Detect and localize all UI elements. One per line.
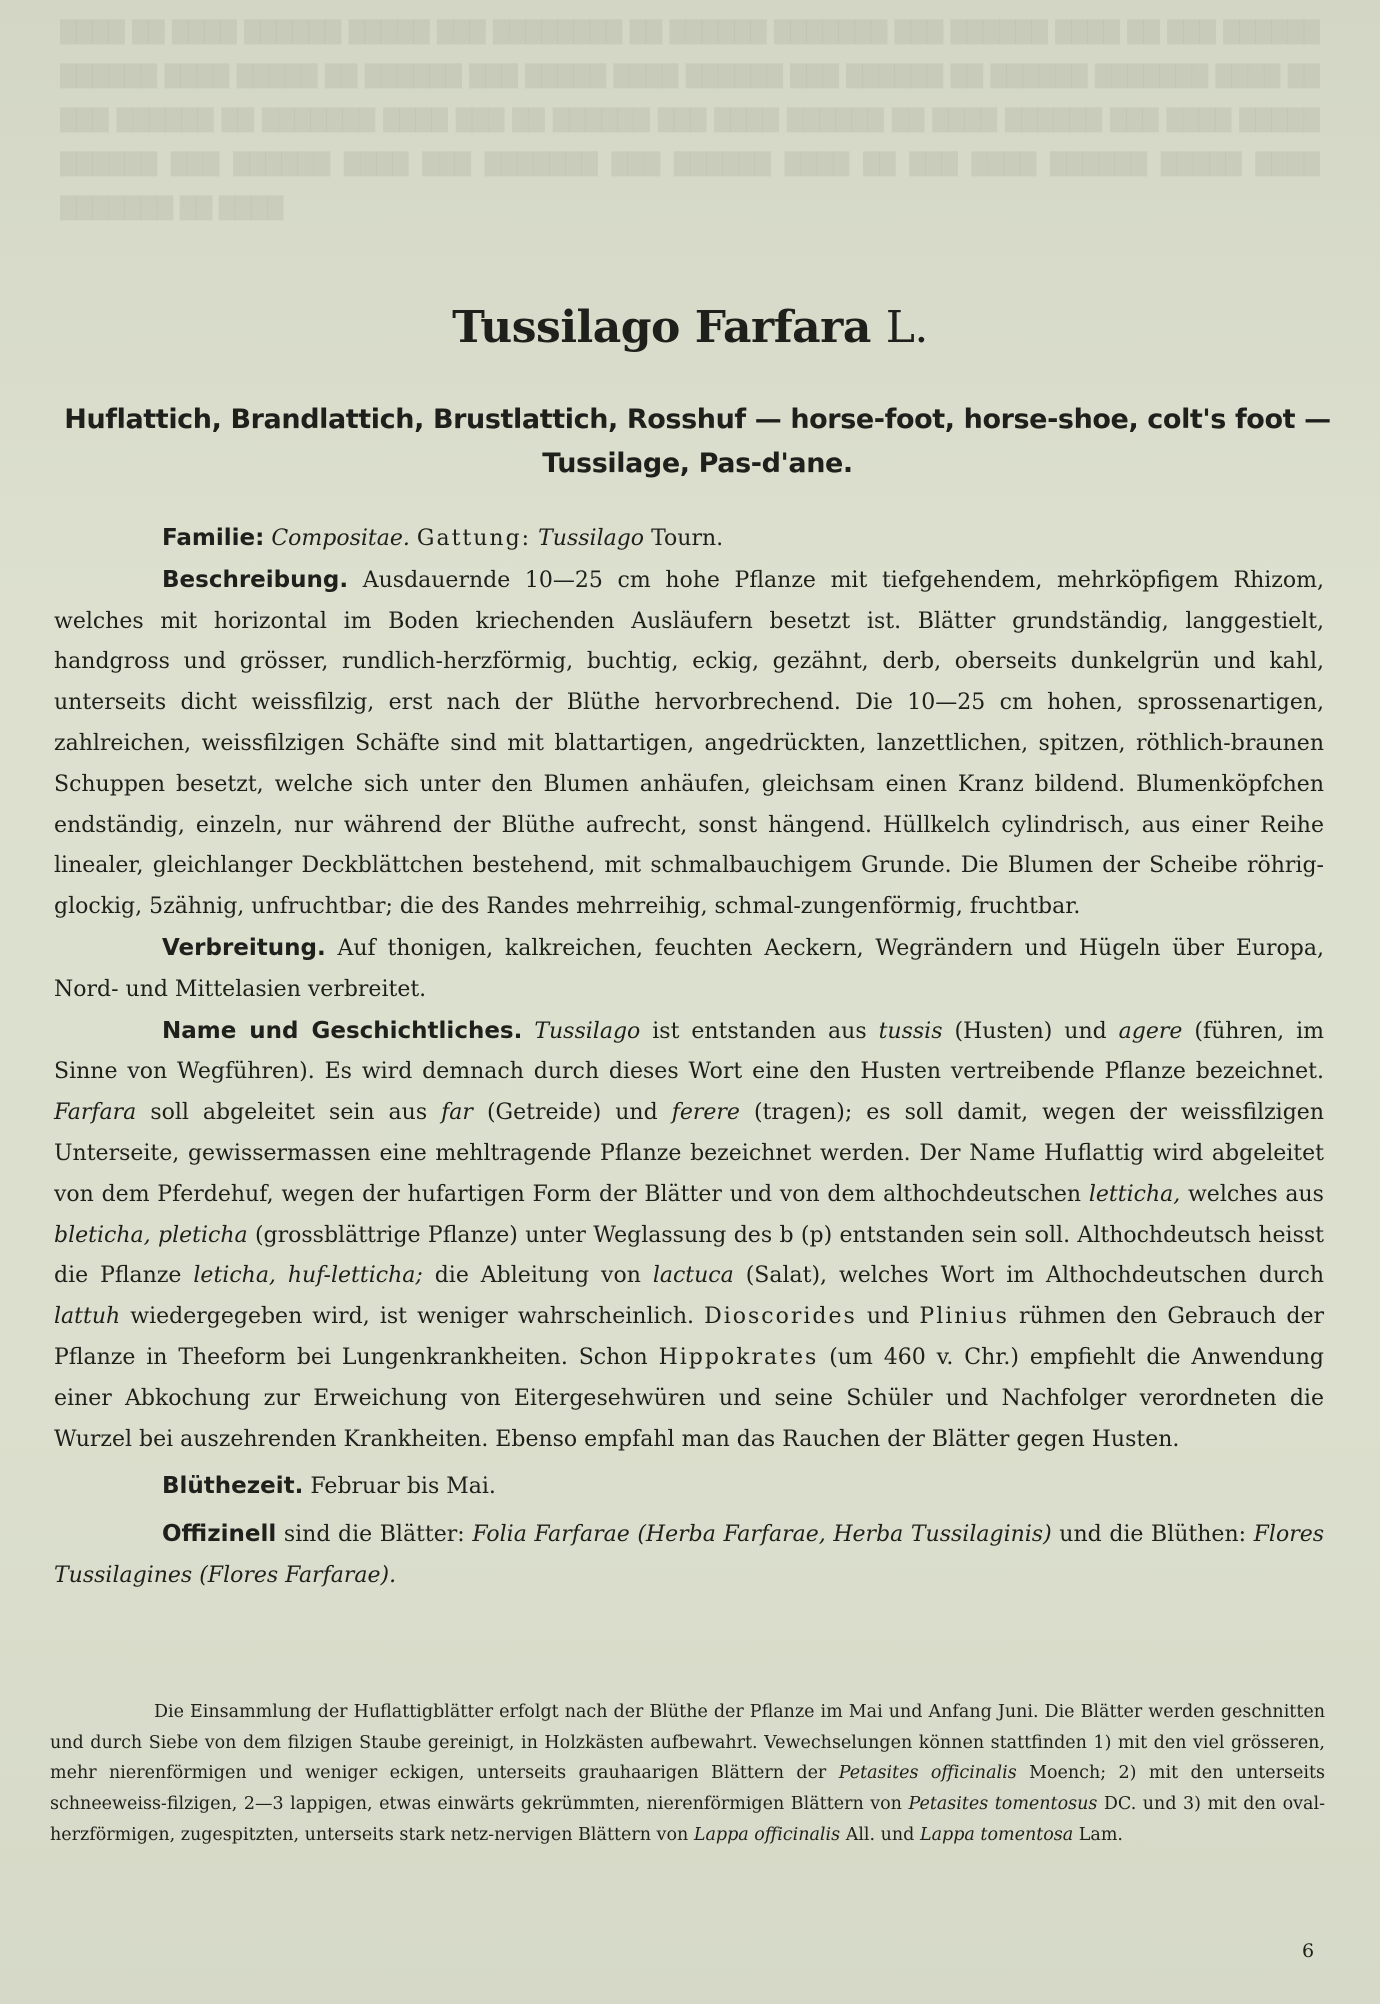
- note-text-3: DC. und 3) mit den oval-herzförmigen, zugespitzten, unterseits stark netz-nervigen Blättern von: [50, 1794, 1325, 1845]
- note-text-4: All. und: [845, 1824, 915, 1845]
- name-text-4: soll abgeleitet sein aus: [150, 1100, 428, 1126]
- note-text-1: Die Einsammlung der Huflattigblätter erfolgt nach der Blüthe der Pflanze im Mai und Anfang Juni. Die Blätter werden geschnitten und durch Siebe von dem filzigen Staube gereinigt, in Holzkästen aufbewahrt. Vewechselungen können stattfinden 1) mit den viel grösseren, mehr nierenförmigen und weniger eckigen, unterseits grauhaarigen Blättern der: [50, 1702, 1325, 1784]
- title-author: L.: [885, 302, 928, 353]
- name-text-10: (Salat), welches Wort im Althochdeutschen durch: [745, 1263, 1324, 1289]
- gattung-label: Gattung:: [416, 526, 532, 551]
- common-names: [55, 398, 1340, 486]
- term-flores-tussilagines: Flores Tussilagines: [54, 1522, 1325, 1588]
- bluethezeit-heading: Blüthezeit.: [162, 1473, 304, 1500]
- bleed-through-texture: ████ ██ ████ ██████ █████ ███ ████████ ██ ██████ ███████ ███ ██████ ████ ██ ███ ██████ ██████ ████ █████ ██ ██████ ███ █████ ████ ██████ ███ ██████ ██ ██████ ███████ ████ ██ ███ ██████ ██ ███████ ████ ███ ██ ██████ ███ ████ ██████ ██ ████ ██████ ███ ████ █████ ██████ ███ ██████ ████ ███ ███████ ███ ██████ ████ ██ ███ ████ ██████ █████ ████ ███████ ██ ████: [60, 20, 1320, 220]
- term-tussis: tussis: [878, 1018, 943, 1044]
- name-text-12: und: [866, 1304, 910, 1330]
- beschreibung-text: Ausdauernde 10—25 cm hohe Pflanze mit tiefgehendem, mehrköpfigem Rhizom, welches mit horizontal im Boden kriechenden Ausläufern besetzt ist. Blätter grundständig, langgestielt, handgross und grösser, rundlich-herzförmig, buchtig, eckig, gezähnt, derb, oberseits dunkelgrün und kahl, unterseits dicht weissfilzig, erst nach der Blüthe hervorbrechend. Die 10—25 cm hohen, sprossenartigen, zahlreichen, weissfilzigen Schäfte sind mit blattartigen, angedrückten, lanzettlichen, spitzen, röthlich-braunen Schuppen besetzt, welche sich unter den Blumen anhäufen, gleichsam einen Kranz bildend. Blumenköpfchen endständig, einzeln, nur während der Blüthe aufrecht, sonst hängend. Hüllkelch cylindrisch, aus einer Reihe linealer, gleichlanger Deckblättchen bestehend, mit schmalbauchigem Grunde. Die Blumen der Scheibe röhrig-glockig, 5zähnig, unfruchtbar; die des Randes mehrreihig, schmal-zungenförmig, fruchtbar.: [54, 567, 1324, 920]
- name-text-5: (Getreide) und: [486, 1100, 658, 1126]
- term-lappa-officinalis: Lappa officinalis: [693, 1824, 841, 1845]
- offizinell-paragraph: [54, 1514, 1324, 1597]
- title-main: Tussilago Farfara: [452, 302, 871, 353]
- verbreitung-text: Auf thonigen, kalkreichen, feuchten Aeckern, Wegrändern und Hügeln über Europa, Nord- und Mittelasien verbreitet.: [54, 935, 1324, 1002]
- term-flores-farfarae: (Flores Farfarae).: [199, 1562, 397, 1588]
- person-plinius: Plinius: [919, 1304, 1009, 1330]
- name-text-14: (um 460 v. Chr.) empfiehlt die Anwendung einer Abkochung zur Erweichung von Eitergesehwüren und seine Schüler und Nachfolger verordneten die Wurzel bei auszehrenden Krankheiten. Ebenso empfahl man das Rauchen der Blätter gegen Husten.: [54, 1344, 1324, 1452]
- fine-print-note: [50, 1697, 1325, 1851]
- term-bleticha: bleticha,: [54, 1222, 151, 1248]
- bluethezeit-text: Februar bis Mai.: [310, 1474, 496, 1500]
- common-names-line-2: Tussilage, Pas-d'ane.: [542, 448, 853, 479]
- offizinell-heading: Offizinell: [162, 1521, 277, 1548]
- main-text: [54, 518, 1324, 1597]
- name-paragraph: [54, 1011, 1324, 1461]
- name-text-9: die Ableitung von: [434, 1263, 641, 1289]
- term-lactuca: lactuca: [652, 1263, 734, 1289]
- offizinell-text-1: sind die Blätter:: [283, 1522, 465, 1548]
- term-far: far: [441, 1100, 473, 1126]
- person-dioscorides: Dioscorides: [704, 1304, 857, 1330]
- term-herba: (Herba Farfarae, Herba Tussilaginis): [637, 1522, 1052, 1548]
- term-farfara: Farfara: [54, 1100, 137, 1126]
- name-text-6: (tragen); es soll damit, wegen der weissfilzigen Unterseite, gewissermassen eine mehltragende Pflanze bezeichnet werden. Der Name Huflattig wird abgeleitet von dem Pferdehuf, wegen der hufartigen Form der Blätter und von dem althochdeutschen: [54, 1100, 1324, 1207]
- note-text-2: Moench; 2) mit den unterseits schneeweiss-filzigen, 2—3 lappigen, etwas einwärts gekrümmten, nierenförmigen Blättern von: [50, 1763, 1325, 1815]
- name-text-11: wiedergegeben wird, ist weniger wahrscheinlich.: [130, 1304, 695, 1330]
- page-number: 6: [1302, 1940, 1315, 1962]
- beschreibung-heading: Beschreibung.: [162, 566, 349, 593]
- common-names-line-1: Huflattich, Brandlattich, Brustlattich, Rosshuf — horse-foot, horse-shoe, colt's foot —: [64, 404, 1331, 435]
- term-pleticha: pleticha: [157, 1222, 248, 1248]
- name-text-13: rühmen den Gebrauch der Pflanze in Theeform bei Lungenkrankheiten. Schon: [54, 1304, 1325, 1370]
- page-title: [0, 302, 1380, 353]
- term-petasites-officinalis: Petasites officinalis: [838, 1763, 1017, 1784]
- term-agere: agere: [1118, 1018, 1183, 1044]
- term-folia-farfarae: Folia Farfarae: [472, 1522, 630, 1548]
- genus-name: Tussilago: [538, 526, 645, 551]
- offizinell-text-2: und die Blüthen:: [1059, 1522, 1247, 1548]
- name-text-3: (führen, im Sinne von Wegführen). Es wird demnach durch dieses Wort eine den Husten vertreibende Pflanze bezeichnet.: [54, 1018, 1325, 1085]
- note-paragraph: [50, 1697, 1325, 1851]
- note-text-5: Lam.: [1078, 1824, 1123, 1845]
- term-tussilago: Tussilago: [534, 1018, 641, 1044]
- family-name: Compositae.: [271, 526, 410, 551]
- term-ferere: ferere: [671, 1100, 740, 1126]
- genus-author: Tourn.: [651, 526, 724, 551]
- term-letticha: letticha,: [1088, 1181, 1181, 1207]
- person-hippokrates: Hippokrates: [658, 1344, 819, 1370]
- name-heading: Name und Geschichtliches.: [162, 1017, 523, 1044]
- beschreibung-paragraph: [54, 560, 1324, 928]
- name-text-2: (Husten) und: [954, 1018, 1107, 1044]
- familie-paragraph: [54, 518, 1324, 560]
- verbreitung-heading: Verbreitung.: [162, 934, 326, 961]
- term-leticha: leticha, huf-letticha;: [193, 1263, 423, 1289]
- term-petasites-tomentosus: Petasites tomentosus: [908, 1794, 1098, 1815]
- bluethezeit-paragraph: [54, 1466, 1324, 1508]
- familie-label: Familie:: [162, 525, 265, 551]
- name-text-7: welches aus: [1187, 1181, 1324, 1207]
- name-text-1: ist entstanden aus: [652, 1018, 867, 1044]
- term-lattuh: lattuh: [54, 1304, 121, 1330]
- term-lappa-tomentosa: Lappa tomentosa: [919, 1824, 1074, 1845]
- verbreitung-paragraph: [54, 928, 1324, 1011]
- name-text-8: (grossblättrige Pflanze) unter Weglassung des b (p) entstanden sein soll. Althochdeutsch heisst die Pflanze: [54, 1222, 1324, 1289]
